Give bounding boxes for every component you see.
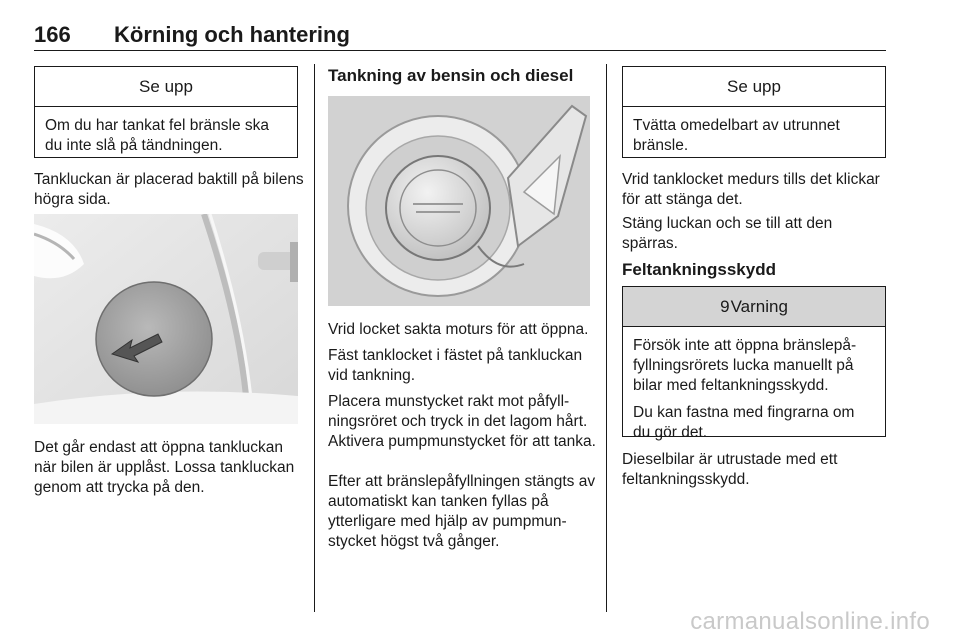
- warning-text-2: Du kan fastna med fingrarna om du gör det.: [633, 404, 855, 441]
- instruction-place-nozzle: Placera munstycket rakt mot påfyll-ningsröret och tryck in det lagom hårt.: [328, 393, 588, 430]
- fuel-door-location-text: Tankluckan är placerad baktill på bilens högra sida.: [34, 171, 304, 208]
- diesel-misfuel-text: Dieselbilar är utrustade med ett feltankningsskydd.: [622, 451, 838, 488]
- refuelling-heading: Tankning av bensin och diesel: [328, 66, 574, 85]
- instruction-top-up: Efter att bränslepåfyllningen stängts av automatiskt kan tanken fyllas på ytterligare med hjälp av pumpmun-stycket högst två gånger.: [328, 473, 596, 550]
- warning-icon: 9: [720, 296, 730, 316]
- warning-box-misfuel: [622, 286, 886, 441]
- page-header: [34, 22, 886, 52]
- fuel-door-open-text: Det går endast att öppna tankluckan när bilen är upplåst. Lossa tankluckan genom att trycka på den.: [34, 439, 295, 496]
- close-cap-text: Vrid tanklocket medurs tills det klickar för att stänga det.: [622, 171, 880, 208]
- instruction-activate-nozzle: Aktivera pumpmunstycket för att tanka.: [328, 433, 596, 450]
- caution-box-title: Se upp: [35, 67, 297, 107]
- caution-box-fuel: [34, 66, 298, 158]
- warning-text-1: Försök inte att öppna bränslepå-fyllningsrörets lucka manuellt på bilar med feltankningsskydd.: [633, 337, 857, 394]
- page-number: 166: [34, 22, 71, 47]
- instruction-attach-cap: Fäst tanklocket i fästet på tankluckan vid tankning.: [328, 347, 583, 384]
- warning-box-title: Varning: [730, 296, 788, 316]
- fuel-door-illustration: [34, 214, 298, 424]
- header-rule: [34, 50, 886, 51]
- warning-box-header: [623, 287, 885, 327]
- misfuel-heading: Feltankningsskydd: [622, 260, 776, 279]
- caution-box-title: Se upp: [623, 67, 885, 107]
- caution-box-spill: [622, 66, 886, 158]
- column-divider-2: [606, 64, 607, 612]
- instruction-turn-cap: Vrid locket sakta moturs för att öppna.: [328, 321, 589, 338]
- fuel-cap-illustration: [328, 96, 590, 306]
- page-title: Körning och hantering: [114, 22, 350, 47]
- close-door-text: Stäng luckan och se till att den spärras.: [622, 215, 833, 252]
- caution-box-text: Om du har tankat fel bränsle ska du inte slå på tändningen.: [45, 117, 270, 154]
- watermark: carmanualsonline.info: [690, 608, 930, 635]
- column-divider-1: [314, 64, 315, 612]
- caution-box-text: Tvätta omedelbart av utrunnet bränsle.: [633, 117, 840, 154]
